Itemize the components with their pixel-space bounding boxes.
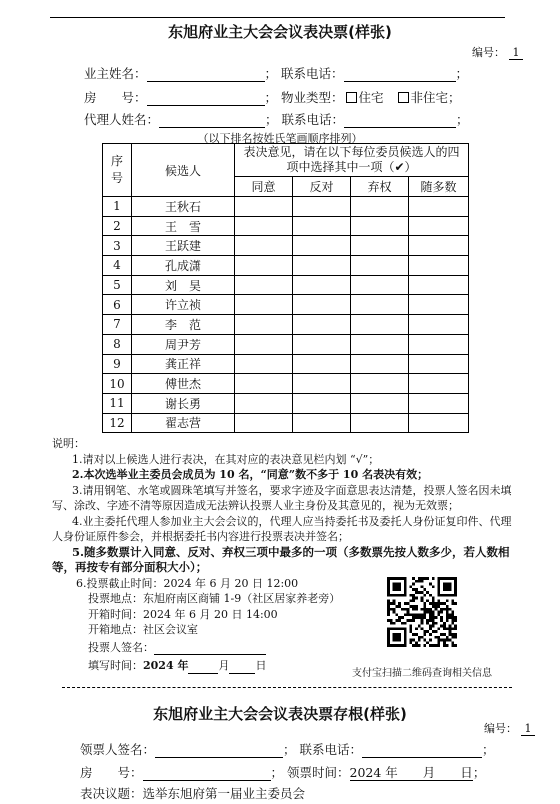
note-1: 1.请对以上候选人进行表决，在其对应的表决意见栏内划 “√”；: [72, 452, 380, 466]
room-row: 房 号： ； 物业类型： 住宅 非住宅；: [84, 90, 461, 105]
vote-cell-follow-majority[interactable]: [409, 374, 469, 394]
table-row: [103, 334, 469, 354]
vote-cell-agree[interactable]: [235, 393, 293, 413]
vote-cell-oppose[interactable]: [293, 236, 351, 256]
row-number: 5: [103, 275, 132, 295]
table-row: [103, 256, 469, 276]
row-number: 7: [103, 315, 132, 335]
vote-cell-follow-majority[interactable]: [409, 315, 469, 335]
vote-cell-agree[interactable]: [235, 315, 293, 335]
notes-heading: 说明：: [52, 437, 85, 450]
fill-time-label: 填写时间：: [88, 659, 143, 672]
serial-number: 编号： 1: [472, 44, 523, 60]
stub-phone-label: 联系电话：: [299, 742, 363, 757]
owner-row: 业主姓名： ； 联系电话： ；: [84, 66, 469, 81]
vote-cell-follow-majority[interactable]: [409, 275, 469, 295]
top-rule: [50, 17, 505, 18]
table-row: [103, 197, 469, 217]
agent-name-field[interactable]: [159, 113, 265, 128]
note-6-open-time: 开箱时间：2024 年 6 月 20 日 14:00: [88, 607, 278, 621]
candidate-name: 龚正祥: [132, 354, 235, 374]
non-residential-checkbox[interactable]: [398, 92, 409, 103]
agent-phone-label: 联系电话：: [281, 112, 345, 127]
vote-cell-oppose[interactable]: [293, 413, 351, 433]
vote-cell-agree[interactable]: [235, 295, 293, 315]
col-follow-majority: 随多数: [409, 177, 469, 197]
room-field[interactable]: [147, 91, 265, 106]
vote-table: [102, 143, 469, 433]
agent-row: 代理人姓名： ； 联系电话： ；: [84, 112, 469, 127]
vote-cell-oppose[interactable]: [293, 393, 351, 413]
voter-sign-label: 投票人签名：: [88, 640, 154, 654]
candidate-name: 刘 昊: [132, 275, 235, 295]
note-6-location: 投票地点：东旭府南区商铺 1-9（社区居家养老旁）: [88, 592, 341, 605]
vote-cell-abstain[interactable]: [351, 236, 409, 256]
col-abstain: 弃权: [351, 177, 409, 197]
owner-name-label: 业主姓名：: [84, 66, 147, 81]
stub-receiver-sign-label: 领票人签名：: [80, 742, 156, 757]
vote-cell-abstain[interactable]: [351, 374, 409, 394]
ballot-title: 东旭府业主大会会议表决票(样张): [168, 23, 392, 41]
phone-field[interactable]: [344, 67, 456, 82]
vote-cell-oppose[interactable]: [293, 256, 351, 276]
candidate-name: 周尹芳: [132, 334, 235, 354]
vote-cell-abstain[interactable]: [351, 315, 409, 335]
stub-serial-value: 1: [521, 722, 535, 736]
header-no: 序号: [103, 144, 132, 197]
row-number: 4: [103, 256, 132, 276]
header-opinion: 表决意见，请在以下每位委员候选人的四项中选择其中一项（✔）: [235, 144, 469, 177]
candidate-name: 翟志营: [132, 413, 235, 433]
cut-line: [62, 687, 512, 688]
table-row: [103, 374, 469, 394]
vote-cell-follow-majority[interactable]: [409, 413, 469, 433]
stub-agenda-row: [80, 784, 305, 802]
qr-code-icon: [387, 577, 457, 647]
vote-cell-abstain[interactable]: [351, 334, 409, 354]
stub-agenda-value: 选举东旭府第一届业主委员会: [142, 786, 306, 801]
vote-cell-abstain[interactable]: [351, 393, 409, 413]
residential-checkbox[interactable]: [346, 92, 357, 103]
row-number: 2: [103, 216, 132, 236]
row-number: 9: [103, 354, 132, 374]
phone-label: 联系电话：: [281, 66, 344, 81]
room-label: 房 号：: [84, 90, 147, 105]
table-row: [103, 413, 469, 433]
stub-phone-field[interactable]: [362, 743, 482, 758]
vote-cell-oppose[interactable]: [293, 216, 351, 236]
stub-serial-number: 编号： 1: [484, 720, 535, 736]
stub-agenda-label: 表决议题：: [80, 786, 143, 801]
table-row: [103, 216, 469, 236]
vote-cell-oppose[interactable]: [293, 315, 351, 335]
candidate-name: 谢长勇: [132, 393, 235, 413]
vote-cell-follow-majority[interactable]: [409, 216, 469, 236]
vote-cell-agree[interactable]: [235, 374, 293, 394]
vote-cell-follow-majority[interactable]: [409, 256, 469, 276]
serial-value: 1: [509, 46, 523, 60]
fill-time-row: 填写时间：2024 年 月 日: [88, 659, 267, 672]
vote-cell-abstain[interactable]: [351, 197, 409, 217]
vote-cell-oppose[interactable]: [293, 374, 351, 394]
vote-cell-agree[interactable]: [235, 354, 293, 374]
stub-receiver-sign-field[interactable]: [155, 743, 283, 758]
vote-cell-follow-majority[interactable]: [409, 334, 469, 354]
vote-cell-abstain[interactable]: [351, 354, 409, 374]
vote-cell-follow-majority[interactable]: [409, 295, 469, 315]
row-number: 6: [103, 295, 132, 315]
vote-cell-oppose[interactable]: [293, 295, 351, 315]
table-row: [103, 393, 469, 413]
candidate-name: 王跃建: [132, 236, 235, 256]
vote-cell-agree[interactable]: [235, 334, 293, 354]
vote-cell-oppose[interactable]: [293, 275, 351, 295]
candidate-name: 王秋石: [132, 197, 235, 217]
stub-receiver-row: 领票人签名： ； 联系电话： ；: [80, 742, 495, 757]
vote-cell-oppose[interactable]: [293, 354, 351, 374]
vote-cell-agree[interactable]: [235, 413, 293, 433]
vote-cell-oppose[interactable]: [293, 197, 351, 217]
table-row: [103, 354, 469, 374]
owner-name-field[interactable]: [147, 67, 265, 82]
vote-cell-agree[interactable]: [235, 197, 293, 217]
col-oppose: 反对: [293, 177, 351, 197]
vote-cell-agree[interactable]: [235, 275, 293, 295]
note-4: 4.业主委托代理人参加业主大会会议的，代理人应当持委托书及委托人身份证复印件、代理人身份证原件参会，并根据委托书内容进行投票表决并签名；: [52, 514, 512, 543]
agent-name-label: 代理人姓名：: [84, 112, 160, 127]
note-2: 2.本次选举业主委员会成员为 10 名，“同意”数不多于 10 名表决有效；: [72, 468, 429, 481]
row-number: 12: [103, 413, 132, 433]
candidate-name: 王 雪: [132, 216, 235, 236]
header-candidate: 候选人: [132, 144, 235, 197]
note-3: 3.请用钢笔、水笔或圆珠笔填写并签名，要求字迹及字面意思表达清楚，投票人签名因未填写、涂改、字迹不清等原因造成无法辨认投票人业主身份及其意见的，视为无效票；: [52, 483, 512, 512]
vote-cell-abstain[interactable]: [351, 216, 409, 236]
fill-day-field[interactable]: [229, 659, 255, 674]
stub-room-label: 房 号：: [80, 765, 143, 780]
voter-sign-field[interactable]: [154, 640, 266, 655]
note-5: 5.随多数票计入同意、反对、弃权三项中最多的一项（多数票先按人数多少，若人数相等，再按专有部分面积大小）；: [52, 544, 510, 574]
stub-room-row: 房 号： ； 领票时间：2024 年 月 日；: [80, 765, 486, 780]
table-row: [103, 315, 469, 335]
vote-cell-agree[interactable]: [235, 256, 293, 276]
candidate-name: 李 范: [132, 315, 235, 335]
fill-month-field[interactable]: [188, 659, 218, 674]
table-row: [103, 295, 469, 315]
vote-cell-agree[interactable]: [235, 236, 293, 256]
row-number: 8: [103, 334, 132, 354]
vote-cell-oppose[interactable]: [293, 334, 351, 354]
row-number: 1: [103, 197, 132, 217]
stub-room-field[interactable]: [143, 766, 271, 781]
property-type-label: 物业类型：: [281, 90, 344, 105]
vote-cell-abstain[interactable]: [351, 295, 409, 315]
fill-year: 2024 年: [143, 659, 189, 672]
note-6-open-location: 开箱地点：社区会议室: [88, 623, 198, 636]
sort-note: （以下排名按姓氏笔画顺序排列）: [197, 132, 363, 145]
row-number: 11: [103, 393, 132, 413]
qr-caption: 支付宝扫描二维码查询相关信息: [352, 668, 492, 679]
vote-cell-follow-majority[interactable]: [409, 197, 469, 217]
col-agree: 同意: [235, 177, 293, 197]
stub-receive-time-label: 领票时间：: [287, 765, 350, 780]
candidate-name: 孔成潇: [132, 256, 235, 276]
vote-cell-abstain[interactable]: [351, 256, 409, 276]
table-row: [103, 236, 469, 256]
row-number: 3: [103, 236, 132, 256]
vote-cell-abstain[interactable]: [351, 275, 409, 295]
agent-phone-field[interactable]: [344, 113, 456, 128]
stub-title: 东旭府业主大会会议表决票存根(样张): [153, 705, 407, 723]
note-6-deadline: 6.投票截止时间：2024 年 6 月 20 日 12:00: [76, 576, 299, 590]
stub-receive-time-value[interactable]: 2024 年 月 日: [349, 765, 473, 780]
candidate-name: 许立祯: [132, 295, 235, 315]
vote-cell-follow-majority[interactable]: [409, 354, 469, 374]
vote-cell-follow-majority[interactable]: [409, 236, 469, 256]
row-number: 10: [103, 374, 132, 394]
vote-cell-agree[interactable]: [235, 216, 293, 236]
table-row: [103, 275, 469, 295]
vote-cell-follow-majority[interactable]: [409, 393, 469, 413]
candidate-name: 傅世杰: [132, 374, 235, 394]
vote-cell-abstain[interactable]: [351, 413, 409, 433]
